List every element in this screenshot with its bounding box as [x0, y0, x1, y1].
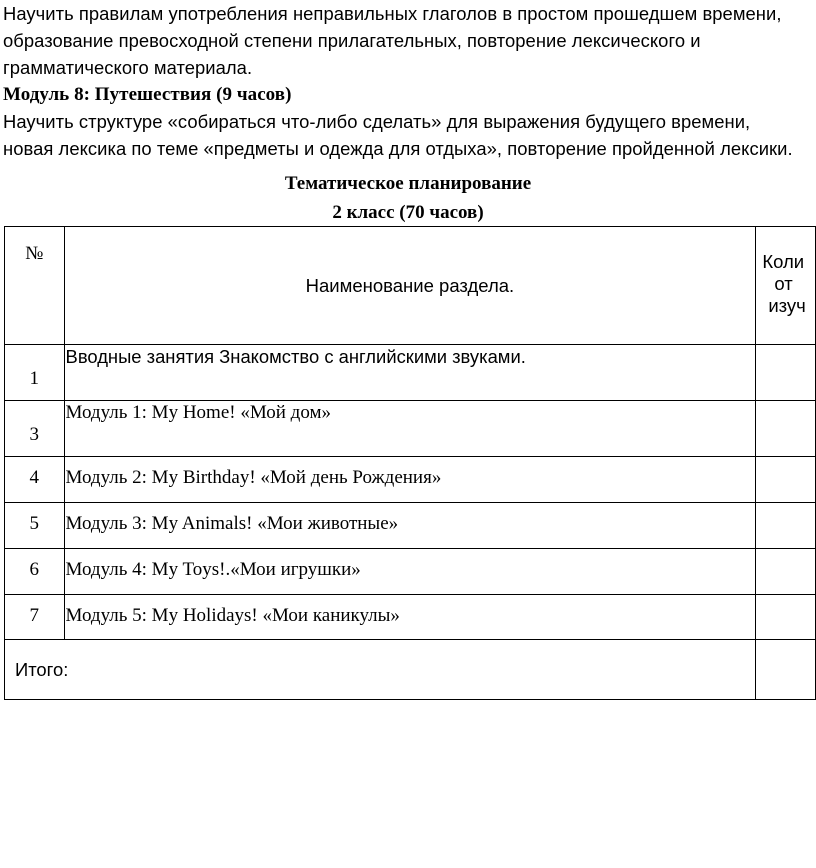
row-hours: [756, 503, 816, 549]
row-section-name: Модуль 4: My Toys!.«Мои игрушки»: [64, 549, 756, 595]
intro-line: новая лексика по теме «предметы и одежда для отдыха», повторение пройденной лексики.: [3, 138, 793, 159]
row-hours: [756, 401, 816, 457]
module-8-heading: Модуль 8: Путешествия (9 часов): [3, 84, 292, 105]
table-row: [5, 595, 816, 640]
header-hours: [756, 227, 816, 345]
intro-line: образование превосходной степени прилагательных, повторение лексического и: [3, 30, 701, 51]
row-number: 7: [5, 595, 65, 640]
header-number: №: [5, 227, 65, 345]
row-hours: [756, 457, 816, 503]
row-number: 4: [5, 457, 65, 503]
row-hours: [756, 345, 816, 401]
table-row: [5, 549, 816, 595]
row-section-name: Модуль 2: My Birthday! «Мой день Рождения»: [64, 457, 756, 503]
header-hours-line: Коли: [762, 251, 805, 272]
row-hours: [756, 595, 816, 640]
table-row: [5, 345, 816, 401]
plan-title: Тематическое планирование: [284, 173, 532, 194]
table-row: [5, 401, 816, 457]
row-hours: [756, 549, 816, 595]
intro-line: Научить правилам употребления неправильных глаголов в простом прошедшем времени,: [3, 3, 782, 24]
row-number: 3: [5, 401, 65, 457]
row-section-name: Вводные занятия Знакомство с английскими звуками.: [64, 345, 756, 401]
header-hours-line: изуч: [768, 295, 806, 316]
table-total-row: [5, 640, 816, 700]
intro-text: [3, 0, 813, 162]
intro-line: грамматического материала.: [3, 57, 253, 78]
table-row: [5, 457, 816, 503]
total-hours: [756, 640, 816, 700]
table-header-row: [5, 227, 816, 345]
thematic-plan-table: [4, 226, 816, 700]
plan-subtitle: 2 класс (70 часов): [332, 202, 484, 223]
row-section-name: Модуль 3: My Animals! «Мои животные»: [64, 503, 756, 549]
row-section-name: Модуль 5: My Holidays! «Мои каникулы»: [64, 595, 756, 640]
total-label: Итого:: [5, 640, 756, 700]
row-number: 1: [5, 345, 65, 401]
row-number: 6: [5, 549, 65, 595]
row-section-name: Модуль 1: My Home! «Мой дом»: [64, 401, 756, 457]
row-number: 5: [5, 503, 65, 549]
header-hours-line: от: [774, 273, 793, 294]
intro-line: Научить структуре «собираться что-либо сделать» для выражения будущего времени,: [3, 111, 751, 132]
header-section-name: Наименование раздела.: [64, 227, 756, 345]
table-row: [5, 503, 816, 549]
